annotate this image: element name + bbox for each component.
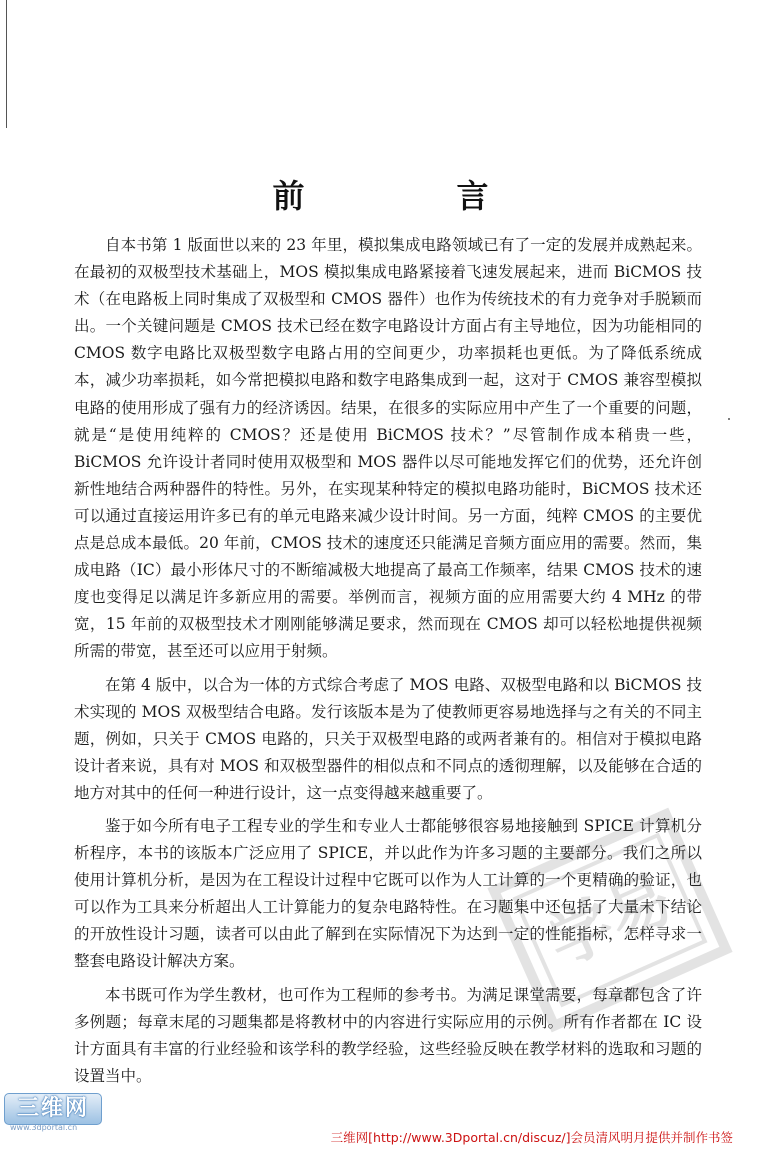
left-margin-rule: [6, 0, 7, 128]
paragraph-2: 在第 4 版中，以合为一体的方式综合考虑了 MOS 电路、双极型电路和以 BiCMOS 技术实现的 MOS 双极型结合电路。发行该版本是为了使教师更容易地选择与之有关的不同主题，例如，只关于 CMOS 电路的，只关于双极型电路的或两者兼有的。相信对于模拟电路设计者来说，具有对 MOS 和双极型器件的相似点和不同点的透彻理解，以及能够在合适的地方对其中的任何一种进行设计，这一点变得越来越重要了。: [74, 675, 702, 802]
paragraph-3: 鉴于如今所有电子工程专业的学生和专业人士都能够很容易地接触到 SPICE 计算机分析程序，本书的该版本广泛应用了 SPICE，并以此作为许多习题的主要部分。我们之所以使用计算机分析，是因为在工程设计过程中它既可以作为人工计算的一个更精确的验证，也可以作为工具来分析超出人工计算能力的复杂电路特性。在习题集中还包括了大量未下结论的开放性设计习题，读者可以由此了解到在实际情况下为达到一定的性能指标，怎样寻求一整套电路设计解决方案。: [74, 816, 702, 971]
logo-text: 三维网: [4, 1093, 102, 1125]
site-logo: [4, 1093, 100, 1133]
watermark-stamp-text: 学易: [536, 861, 684, 981]
paragraph-4: 本书既可作为学生教材，也可作为工程师的参考书。为满足课堂需要，每章都包含了许多例题；每章末尾的习题集都是将教材中的内容进行实际应用的示例。所有作者都在 IC 设计方面具有丰富的行业经验和该学科的教学经验，这些经验反映在教学材料的选取和习题的设置当中。: [74, 985, 702, 1085]
footer-credit-link[interactable]: 三维网[http://www.3Dportal.cn/discuz/]会员清风明月提供并制作书签: [330, 1130, 733, 1145]
logo-url-text: www.3dportal.cn: [10, 1123, 78, 1132]
paragraph-1: 自本书第 1 版面世以来的 23 年里，模拟集成电路领域已有了一定的发展并成熟起来。在最初的双极型技术基础上，MOS 模拟集成电路紧接着飞速发展起来，进而 BiCMOS 技术（在电路板上同时集成了双极型和 CMOS 器件）也作为传统技术的有力竞争对手脱颖而出。一个关键问题是 CMOS 技术已经在数字电路设计方面占有主导地位，因为功能相同的 CMOS 数字电路比双极型数字电路占用的空间更少，功率损耗也更低。为了降低系统成本，减少功率损耗，如今常把模拟电路和数字电路集成到一起，这对于 CMOS 兼容型模拟电路的使用形成了强有力的经济诱因。结果，在很多的实际应用中产生了一个重要的问题，就是“是使用纯粹的 CMOS？还是使用 BiCMOS 技术？”尽管制作成本稍贵一些，BiCMOS 允许设计者同时使用双极型和 MOS 器件以尽可能地发挥它们的优势，还允许创新性地结合两种器件的特性。另外，在实现某种特定的模拟电路功能时，BiCMOS 技术还可以通过直接运用许多已有的单元电路来减少设计时间。另一方面，纯粹 CMOS 的主要优点是总成本最低。20 年前，CMOS 技术的速度还只能满足音频方面应用的需要。然而，集成电路（IC）最小形体尺寸的不断缩减极大地提高了最高工作频率，结果 CMOS 技术的速度也变得足以满足许多新应用的需要。举例而言，视频方面的应用需要大约 4 MHz 的带宽，15 年前的双极型技术才刚刚能够满足要求，然而现在 CMOS 却可以轻松地提供视频所需的带宽，甚至还可以应用于射频。: [74, 236, 702, 661]
page-title: 前 言: [272, 177, 549, 216]
margin-dot: [728, 418, 730, 420]
